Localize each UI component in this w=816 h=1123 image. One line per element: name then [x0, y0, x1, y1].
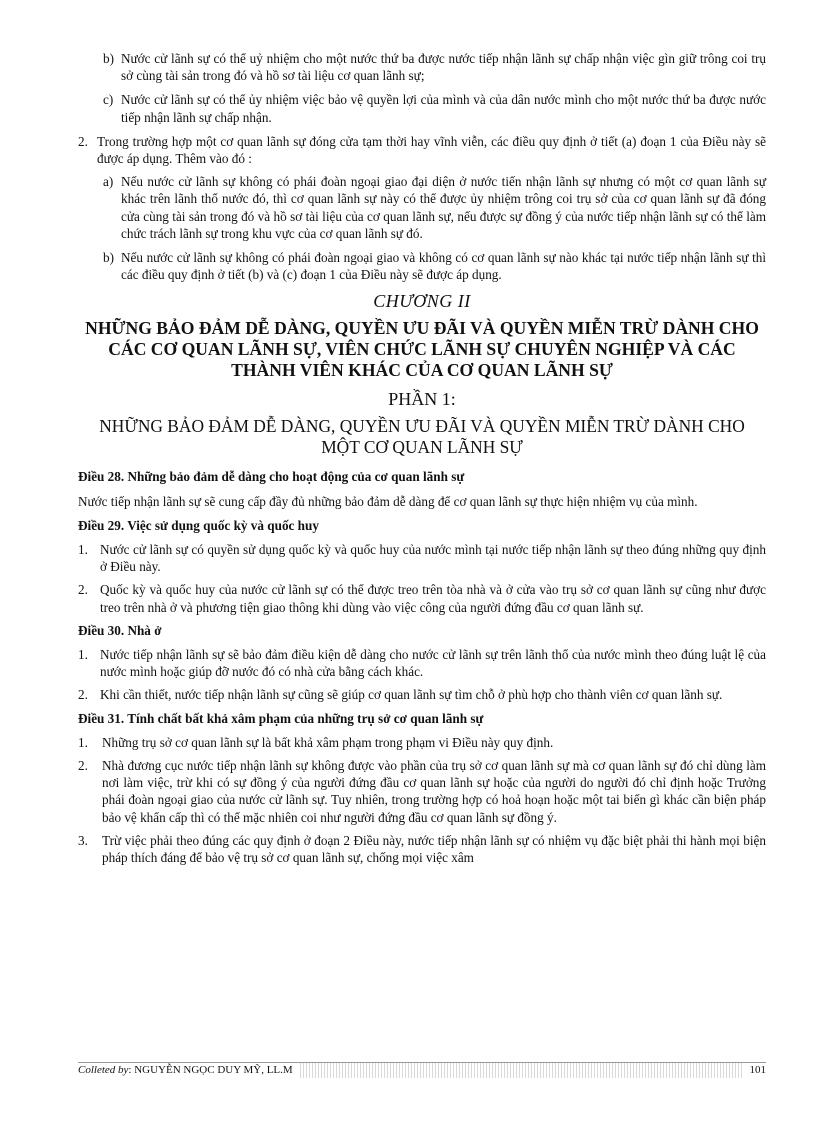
item-label: 1.: [78, 542, 88, 558]
paragraph-label: 2.: [78, 133, 88, 149]
page-number: 101: [744, 1063, 767, 1078]
chapter-title: NHỮNG BẢO ĐẢM DỄ DÀNG, QUYỀN ƯU ĐÃI VÀ QUYỀN MIỄN TRỪ DÀNH CHO CÁC CƠ QUAN LÃNH SỰ, VIÊN CHỨC LÃNH SỰ CHUYÊN NGHIỆP VÀ CÁC THÀNH VIÊN KHÁC CỦA CƠ QUAN LÃNH SỰ: [85, 318, 759, 381]
item-b-lower: [78, 249, 766, 283]
item-label: b): [103, 250, 114, 266]
paragraph-2: [78, 133, 766, 167]
article-30-item-2: [78, 686, 766, 703]
item-text: Nếu nước cử lãnh sự không có phái đoàn ngoại giao và không có cơ quan lãnh sự nào khác tại nước tiếp nhận lãnh sự thì các điều quy định ở tiết (b) và (c) đoạn 1 của Điều này sẽ được áp dụng.: [121, 250, 766, 283]
chapter-heading: CHƯƠNG II: [373, 291, 471, 312]
article-30-title: Điều 30. Nhà ở: [78, 622, 162, 638]
footer-credit: [78, 1063, 299, 1078]
article-28-text: Nước tiếp nhận lãnh sự sẽ cung cấp đầy đủ những bảo đảm dễ dàng để cơ quan lãnh sự thực hiện nhiệm vụ của mình.: [78, 493, 698, 509]
article-31-item-2: [78, 757, 766, 826]
paragraph-text: Trong trường hợp một cơ quan lãnh sự đóng cửa tạm thời hay vĩnh viễn, các điều quy định ở tiết (a) đoạn 1 của Điều này sẽ được áp dụng. Thêm vào đó :: [97, 133, 766, 167]
item-label: b): [103, 51, 114, 66]
item-label: 1.: [78, 734, 88, 750]
item-b-upper: [78, 50, 766, 84]
item-c-upper: [78, 91, 766, 125]
footer-collector: : NGUYỄN NGỌC DUY MỸ, LL.M: [128, 1064, 293, 1076]
footer-collected-label: Colleted by: [78, 1064, 129, 1076]
item-label: 2.: [78, 687, 88, 703]
item-label: 2.: [78, 758, 88, 774]
item-text: Khi cần thiết, nước tiếp nhận lãnh sự cũng sẽ giúp cơ quan lãnh sự tìm chỗ ở phù hợp cho thành viên cơ quan lãnh sự.: [100, 687, 723, 703]
article-31-item-3: [78, 832, 766, 866]
item-text: Quốc kỳ và quốc huy của nước cử lãnh sự có thể được treo trên tòa nhà và ở cửa vào trụ sở cơ quan lãnh sự cũng như được treo trên nhà ở và phương tiện giao thông khi dùng vào việc công của người đứng đầu cơ quan lãnh sự.: [100, 582, 766, 615]
article-29-item-1: [78, 541, 766, 575]
item-label: 2.: [78, 582, 88, 598]
article-31-item-1: [78, 734, 766, 751]
article-30-item-1: [78, 646, 766, 680]
article-29-title: Điều 29. Việc sử dụng quốc kỳ và quốc huy: [78, 517, 319, 533]
item-text: Nước cử lãnh sự có thể ủy nhiệm việc bảo vệ quyền lợi của mình và của dân nước mình cho một nước thứ ba được nước tiếp nhận lãnh sự chấp nhận.: [121, 92, 766, 125]
item-text: Nhà đương cục nước tiếp nhận lãnh sự không được vào phần của trụ sở cơ quan lãnh sự mà cơ quan lãnh sự đó chỉ dùng làm nơi làm việc, trừ khi có sự đồng ý của người đứng đầu cơ quan lãnh sự hoặc của người do người đó chỉ định hoặc Trưởng phái đoàn ngoại giao của nước cử lãnh sự. Tuy nhiên, trong trường hợp có hoả hoạn hoặc một tai biến gì khác cần biện pháp bảo vệ khẩn cấp thì có thể mặc nhiên coi như người đứng đầu cơ quan lãnh sự đồng ý.: [102, 758, 766, 825]
article-31-title: Điều 31. Tính chất bất khả xâm phạm của những trụ sở cơ quan lãnh sự: [78, 710, 484, 726]
part-heading: PHẦN 1:: [388, 389, 456, 410]
item-label: 1.: [78, 647, 88, 663]
item-text: Những trụ sở cơ quan lãnh sự là bất khả xâm phạm trong phạm vi Điều này quy định.: [102, 734, 554, 750]
item-text: Nếu nước cử lãnh sự không có phái đoàn ngoại giao đại diện ở nước tiến nhận lãnh sự nhưng có một cơ quan lãnh sự khác trên lãnh thổ nước đó, thì cơ quan lãnh sự này có thể được ủy nhiệm trông coi trụ sở của cơ quan lãnh sự đã đóng cửa cùng tài sản trong đó và hồ sơ tài liệu của cơ quan lãnh sự, nếu được sự đồng ý của nước tiếp nhận lãnh sự có thể làm chức trách lãnh sự trong khu vực của cơ quan lãnh sự đó.: [121, 174, 766, 241]
item-label: 3.: [78, 832, 88, 848]
part-title: NHỮNG BẢO ĐẢM DỄ DÀNG, QUYỀN ƯU ĐÃI VÀ QUYỀN MIỄN TRỪ DÀNH CHO MỘT CƠ QUAN LÃNH SỰ: [99, 416, 745, 458]
article-29-item-2: [78, 581, 766, 615]
item-text: Trừ việc phải theo đúng các quy định ở đoạn 2 Điều này, nước tiếp nhận lãnh sự có nhiệm vụ đặc biệt phải thi hành mọi biện pháp thích đáng để bảo vệ trụ sở cơ quan lãnh sự, chống mọi việc xâm: [102, 832, 766, 866]
item-label: a): [103, 174, 114, 190]
item-text: Nước tiếp nhận lãnh sự sẽ bảo đảm điều kiện dễ dàng cho nước cử lãnh sự trên lãnh thổ của nước mình theo đúng luật lệ của nước mình hoặc giúp đỡ nước đó có nhà cửa bằng cách khác.: [100, 647, 766, 680]
item-a-lower: [78, 173, 766, 242]
page-content: [78, 50, 766, 872]
item-text: Nước cử lãnh sự có quyền sử dụng quốc kỳ và quốc huy của nước mình tại nước tiếp nhận lãnh sự theo đúng những quy định ở Điều này.: [100, 542, 766, 575]
item-label: c): [103, 92, 114, 108]
item-text: Nước cử lãnh sự có thể uỷ nhiệm cho một nước thứ ba được nước tiếp nhận lãnh sự chấp nhận việc gìn giữ trông coi trụ sở cùng tài sản trong đó và hồ sơ tài liệu cơ quan lãnh sự;: [121, 51, 766, 84]
article-28-title: Điều 28. Những bảo đảm dễ dàng cho hoạt động của cơ quan lãnh sự: [78, 469, 465, 485]
page-footer: [78, 1062, 766, 1078]
